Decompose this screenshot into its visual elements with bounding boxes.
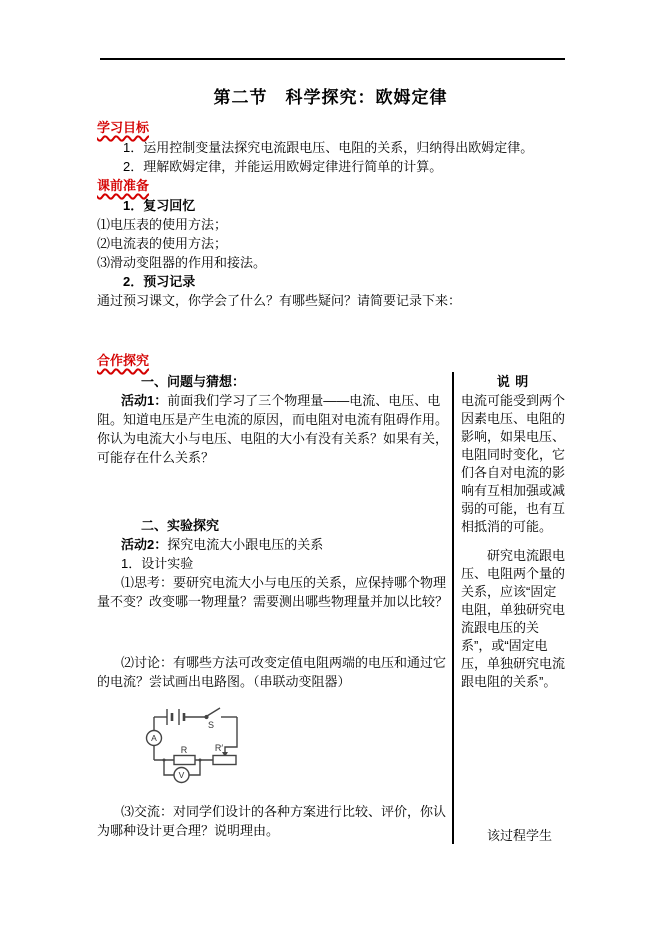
circuit-svg bbox=[145, 703, 250, 793]
learning-goal-item: 1．运用控制变量法探究电流跟电压、电阻的关系，归纳得出欧姆定律。 bbox=[123, 140, 534, 155]
activity1-paragraph bbox=[97, 391, 448, 467]
review-item: ⑶滑动变阻器的作用和接法。 bbox=[97, 255, 267, 270]
page-title: 第二节 科学探究：欧姆定律 bbox=[213, 88, 448, 107]
section-top bbox=[97, 118, 567, 310]
junction-dot bbox=[199, 759, 202, 762]
preview-title: 2．预习记录 bbox=[123, 274, 196, 289]
learning-goal-item: 2．理解欧姆定律，并能运用欧姆定律进行简单的计算。 bbox=[123, 159, 443, 174]
share-paragraph: ⑶交流：对同学们设计的各种方案进行比较、评价，你认为哪种设计更合理？说明理由。 bbox=[97, 804, 447, 838]
review-item: ⑵电流表的使用方法； bbox=[97, 236, 228, 251]
resistor-box bbox=[174, 756, 195, 765]
learning-goals-header: 学习目标 bbox=[97, 120, 150, 135]
activity2-text: 探究电流大小跟电压的关系 bbox=[167, 537, 324, 552]
wire-right bbox=[225, 717, 237, 752]
circuit-diagram bbox=[145, 703, 448, 798]
rheostat-label: R′ bbox=[214, 743, 224, 753]
rheostat-box bbox=[213, 756, 236, 765]
preview-text: 通过预习课文，你学会了什么？有哪些疑问？请简要记录下来： bbox=[97, 293, 462, 308]
voltmeter-label: V bbox=[178, 770, 185, 780]
activity1-text: 前面我们学习了三个物理量——电流、电压、电阻。知道电压是产生电流的原因，而电阻对电流有阻碍作用。你认为电流大小与电压、电阻的大小有没有关系？如果有关，可能存在什么关系？ bbox=[97, 393, 449, 465]
ammeter-label: A bbox=[151, 733, 157, 743]
sidebar-paragraph-3: 该过程学生 bbox=[487, 828, 553, 843]
top-horizontal-rule bbox=[100, 58, 565, 60]
design-title: 1．设计实验 bbox=[121, 556, 194, 571]
junction-dot bbox=[163, 759, 166, 762]
part2-title: 二、实验探究 bbox=[141, 518, 220, 533]
discuss-paragraph: ⑵讨论：有哪些方法可改变定值电阻两端的电压和通过它的电流？尝试画出电路图。（串联动变阻器） bbox=[97, 655, 447, 689]
review-title: 1．复习回忆 bbox=[123, 198, 196, 213]
resistor-label: R bbox=[180, 745, 188, 755]
sidebar-notes-column bbox=[452, 372, 565, 844]
sidebar-paragraph-1: 电流可能受到两个因素电压、电阻的影响，如果电压、电阻同时变化，它们各自对电流的影响有互相加强或减弱的可能，也有互相抵消的可能。 bbox=[461, 393, 566, 534]
activity2-paragraph bbox=[97, 535, 448, 554]
part1-title: 一、问题与猜想： bbox=[141, 374, 246, 389]
cooperative-header: 合作探究 bbox=[97, 353, 150, 368]
think-paragraph: ⑴思考：要研究电流大小与电压的关系，应保持哪个物理量不变？改变哪一物理量？需要测出哪些物理量并加以比较？ bbox=[97, 575, 449, 609]
main-column bbox=[97, 372, 452, 844]
activity2-label: 活动2： bbox=[121, 537, 168, 552]
sidebar-header: 说 明 bbox=[496, 374, 530, 389]
two-column-area bbox=[97, 372, 565, 844]
activity1-label: 活动1： bbox=[121, 393, 168, 408]
pre-class-header: 课前准备 bbox=[97, 178, 150, 193]
switch-label: S bbox=[207, 720, 215, 730]
switch-blade bbox=[207, 708, 220, 716]
sidebar-paragraph-2: 研究电流跟电压、电阻两个量的关系，应该“固定电阻，单独研究电流跟电压的关系”，或“固定电压，单独研究电流跟电阻的关系”。 bbox=[461, 548, 566, 689]
review-item: ⑴电压表的使用方法； bbox=[97, 217, 228, 232]
